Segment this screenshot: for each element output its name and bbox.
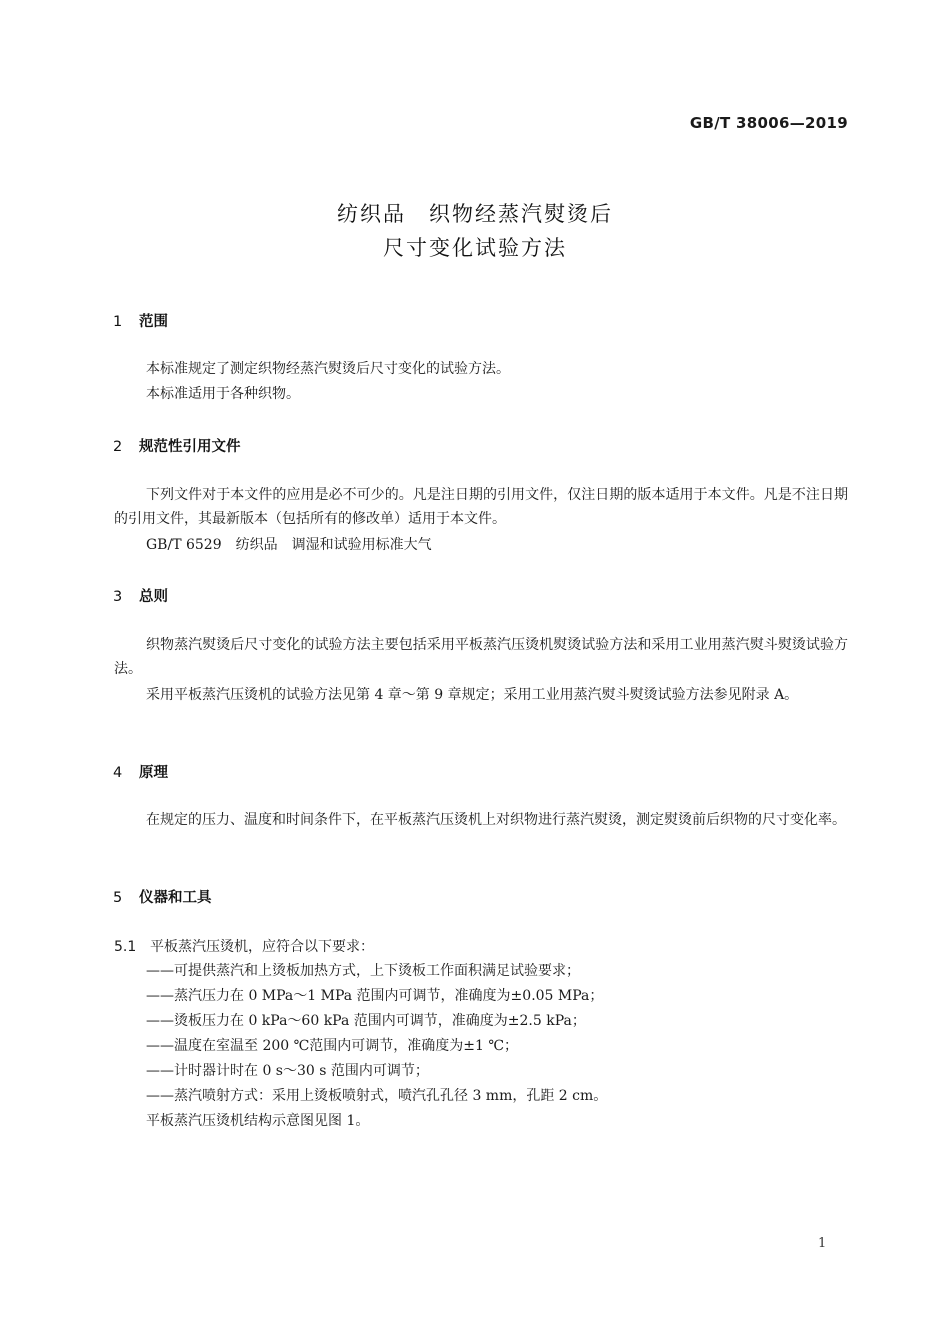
subclause-number: 5.1 xyxy=(114,939,137,955)
section-heading-2 xyxy=(113,435,241,456)
paragraph: 平板蒸汽压烫机结构示意图见图 1。 xyxy=(146,1113,370,1129)
section-number: 3 xyxy=(113,589,123,605)
section-heading-4 xyxy=(113,761,168,782)
list-item: ——温度在室温至 200 ℃范围内可调节，准确度为±1 ℃； xyxy=(146,1038,519,1054)
subclause-text: 平板蒸汽压烫机，应符合以下要求： xyxy=(150,939,374,955)
paragraph: 织物蒸汽熨烫后尺寸变化的试验方法主要包括采用平板蒸汽压烫机熨烫试验方法和采用工业用蒸汽熨斗熨烫试验方法。 xyxy=(114,637,848,677)
section-title: 原理 xyxy=(139,765,168,781)
section-title: 总则 xyxy=(139,589,168,605)
list-item: ——可提供蒸汽和上烫板加热方式，上下烫板工作面积满足试验要求； xyxy=(146,963,580,979)
paragraph: 本标准适用于各种织物。 xyxy=(146,386,300,402)
section-number: 2 xyxy=(113,439,123,455)
paragraph: 本标准规定了测定织物经蒸汽熨烫后尺寸变化的试验方法。 xyxy=(146,361,510,377)
paragraph: 采用平板蒸汽压烫机的试验方法见第 4 章～第 9 章规定；采用工业用蒸汽熨斗熨烫试验方法参见附录 A。 xyxy=(146,687,799,703)
standard-code: GB/T 38006—2019 xyxy=(689,114,848,132)
paragraph: 在规定的压力、温度和时间条件下，在平板蒸汽压烫机上对织物进行蒸汽熨烫，测定熨烫前后织物的尺寸变化率。 xyxy=(146,812,846,828)
section-title: 规范性引用文件 xyxy=(139,439,241,455)
subclause-5-1 xyxy=(114,936,374,956)
section-number: 5 xyxy=(113,890,123,906)
normative-reference: GB/T 6529 纺织品 调湿和试验用标准大气 xyxy=(146,537,432,553)
section-heading-5 xyxy=(113,886,212,907)
page-number: 1 xyxy=(818,1236,827,1251)
section-heading-3 xyxy=(113,585,168,606)
list-item: ——蒸汽压力在 0 MPa～1 MPa 范围内可调节，准确度为±0.05 MPa； xyxy=(146,988,604,1004)
list-item: ——计时器计时在 0 s～30 s 范围内可调节； xyxy=(146,1063,429,1079)
section-title: 范围 xyxy=(139,314,168,330)
list-item: ——蒸汽喷射方式：采用上烫板喷射式，喷汽孔孔径 3 mm，孔距 2 cm。 xyxy=(146,1088,608,1104)
list-item: ——烫板压力在 0 kPa～60 kPa 范围内可调节，准确度为±2.5 kPa； xyxy=(146,1013,586,1029)
document-title-line2: 尺寸变化试验方法 xyxy=(383,236,567,260)
document-title-line1: 纺织品 织物经蒸汽熨烫后 xyxy=(337,202,613,226)
section-title: 仪器和工具 xyxy=(139,890,212,906)
section-number: 4 xyxy=(113,765,123,781)
paragraph: 下列文件对于本文件的应用是必不可少的。凡是注日期的引用文件，仅注日期的版本适用于本文件。凡是不注日期的引用文件，其最新版本（包括所有的修改单）适用于本文件。 xyxy=(114,487,848,527)
section-number: 1 xyxy=(113,314,123,330)
section-heading-1 xyxy=(113,310,168,331)
